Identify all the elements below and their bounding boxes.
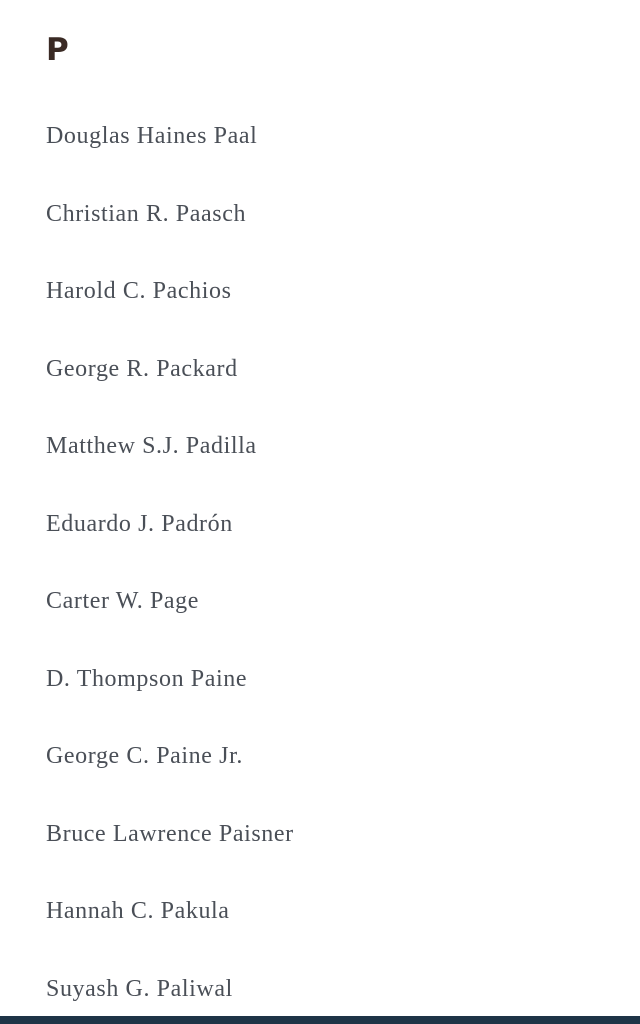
list-item bbox=[46, 736, 294, 814]
person-name-link[interactable]: George C. Paine Jr. bbox=[46, 743, 243, 769]
section-letter-heading: P bbox=[46, 32, 69, 68]
person-name-link[interactable]: Hannah C. Pakula bbox=[46, 898, 230, 924]
list-item bbox=[46, 271, 294, 349]
person-name-link[interactable]: Suyash G. Paliwal bbox=[46, 975, 233, 1002]
list-item bbox=[46, 891, 294, 969]
bottom-bar bbox=[0, 1016, 640, 1024]
list-item bbox=[46, 814, 294, 892]
person-name-link[interactable]: Christian R. Paasch bbox=[46, 200, 247, 227]
name-list bbox=[46, 116, 294, 1024]
list-item bbox=[46, 504, 294, 582]
list-item bbox=[46, 581, 294, 659]
list-item bbox=[46, 349, 294, 427]
person-name-link[interactable]: D. Thompson Paine bbox=[46, 665, 248, 692]
person-name-link[interactable]: Harold C. Pachios bbox=[46, 278, 232, 304]
person-name-link[interactable]: Douglas Haines Paal bbox=[46, 123, 258, 149]
list-item bbox=[46, 659, 294, 737]
person-name-link[interactable]: Bruce Lawrence Paisner bbox=[46, 820, 294, 847]
list-item bbox=[46, 426, 294, 504]
list-item bbox=[46, 194, 294, 272]
person-name-link[interactable]: Matthew S.J. Padilla bbox=[46, 433, 257, 459]
person-name-link[interactable]: George R. Packard bbox=[46, 355, 238, 382]
person-name-link[interactable]: Carter W. Page bbox=[46, 588, 200, 614]
list-item bbox=[46, 116, 294, 194]
person-name-link[interactable]: Eduardo J. Padrón bbox=[46, 510, 233, 537]
